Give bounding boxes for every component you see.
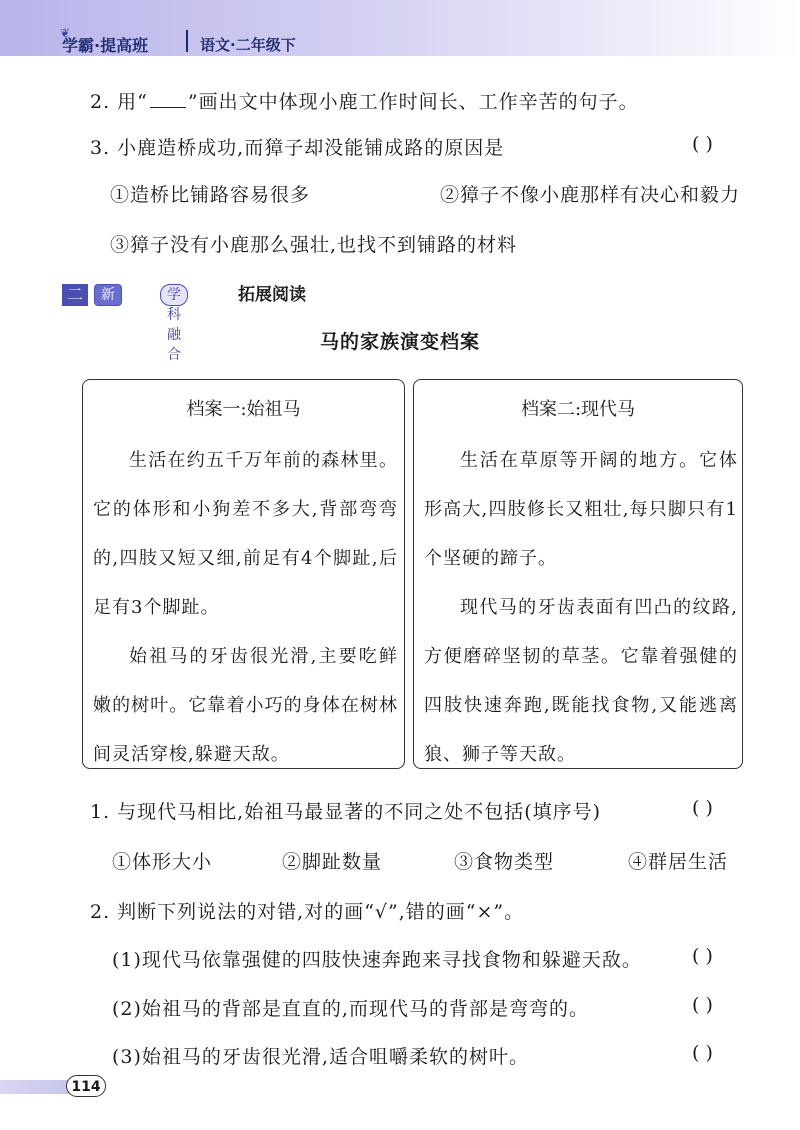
archive-text-right (424, 436, 738, 779)
archive-right-paragraph-2: 现代马的牙齿表面有凹凸的纹路,方便磨碎坚韧的草茎。它靠着强健的四肢快速奔跑,既能找食物,又能逃离狼、狮子等天敌。 (424, 597, 738, 765)
question-3-top: 3. 小鹿造桥成功,而獐子却没能铺成路的原因是 (90, 137, 505, 159)
answer-paren-judge-1[interactable]: ( ) (692, 945, 713, 967)
header-separator (186, 30, 188, 52)
section-title: 拓展阅读 (238, 285, 306, 305)
question-1-bottom: 1. 与现代马相比,始祖马最显著的不同之处不包括(填序号) (90, 801, 602, 823)
question-2-prefix: 2. 用“ (90, 91, 148, 113)
answer-paren-judge-3[interactable]: ( ) (692, 1042, 713, 1064)
bq1-option-3: ③食物类型 (454, 851, 555, 873)
bq1-option-4: ④群居生活 (628, 851, 729, 873)
q3-option-2: ②獐子不像小鹿那样有决心和毅力 (440, 184, 741, 206)
bq1-option-2: ②脚趾数量 (282, 851, 383, 873)
question-2-top (90, 87, 639, 114)
answer-paren-bq1[interactable]: ( ) (692, 797, 713, 819)
archive-left-paragraph-1: 生活在约五千万年前的森林里。它的体形和小狗差不多大,背部弯弯的,四肢又短又细,前足有4个脚趾,后足有3个脚趾。 (93, 450, 398, 618)
archive-text-left (93, 436, 398, 779)
archive-right-paragraph-1: 生活在草原等开阔的地方。它体形高大,四肢修长又粗壮,每只脚只有1个坚硬的蹄子。 (424, 450, 738, 569)
judge-item-2: (2)始祖马的背部是直直的,而现代马的背部是弯弯的。 (112, 998, 589, 1020)
footer-bar (0, 1080, 72, 1094)
archive-box-eohippus (82, 379, 405, 769)
header-subject: 语文·二年级下 (200, 36, 296, 54)
section-tag-integration: 学科融合 (160, 284, 188, 306)
answer-blank-line (150, 93, 186, 108)
header-brand: 学霸·提高班 (62, 36, 149, 55)
archive-title-right: 档案二:现代马 (520, 399, 636, 420)
bq1-option-1: ①体形大小 (112, 851, 213, 873)
judge-item-1: (1)现代马依靠强健的四肢快速奔跑来寻找食物和躲避天敌。 (112, 949, 642, 971)
leaf-icon: ❦ (60, 26, 71, 40)
section-tag-trend: 新趋势 (94, 284, 122, 306)
archive-box-modern-horse (413, 379, 743, 769)
answer-paren-judge-2[interactable]: ( ) (692, 994, 713, 1016)
archive-left-paragraph-2: 始祖马的牙齿很光滑,主要吃鲜嫩的树叶。它靠着小巧的身体在树林间灵活穿梭,躲避天敌。 (93, 646, 398, 765)
q3-option-3: ③獐子没有小鹿那么强壮,也找不到铺路的材料 (110, 234, 518, 256)
question-2-bottom: 2. 判断下列说法的对错,对的画“√”,错的画“×”。 (90, 901, 525, 923)
page-number: 114 (66, 1075, 106, 1097)
answer-paren-q3[interactable]: ( ) (692, 133, 713, 155)
judge-item-3: (3)始祖马的牙齿很光滑,适合咀嚼柔软的树叶。 (112, 1046, 529, 1068)
section-number: 二 (62, 284, 88, 306)
q3-option-1: ①造桥比铺路容易很多 (110, 184, 311, 206)
archive-title-left: 档案一:始祖马 (186, 399, 301, 420)
page-header (0, 0, 800, 56)
article-title: 马的家族演变档案 (319, 331, 480, 353)
question-2-suffix: ”画出文中体现小鹿工作时间长、工作辛苦的句子。 (187, 91, 639, 113)
